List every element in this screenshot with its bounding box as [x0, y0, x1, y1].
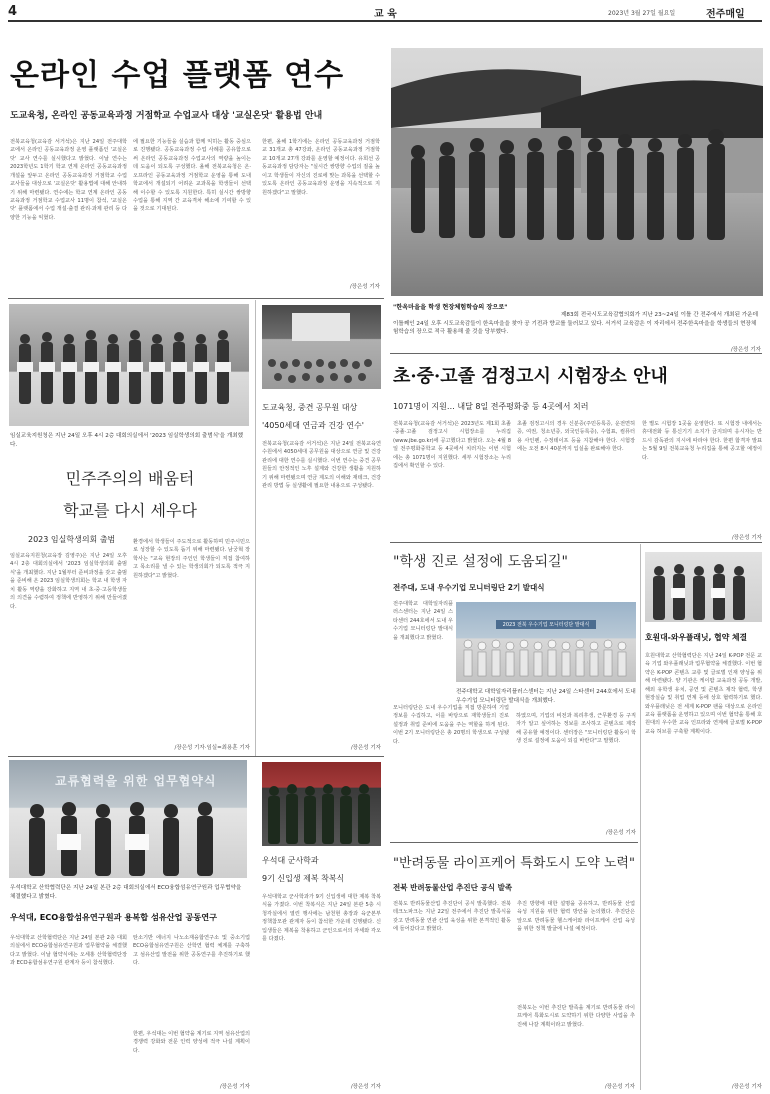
career-group-photo [456, 602, 636, 682]
hanok-village-photo [391, 48, 763, 296]
hanok-photo-byline: /장은성 기자 [730, 347, 761, 353]
pet-headline: "반려동물 라이프케어 특화도시 도약 노력" [393, 856, 635, 871]
divider-left-2 [8, 756, 384, 757]
exam-col-3: 한 별도 시험장 1곳을 운영한다. 또 시험장 내에서는 휴대전화 등 통신기기 소지가 금지되며 응시자는 반드시 감독관의 지시에 따라야 한다. 한편 합격자 발표는 5월 9일 전북교육청 누리집을 통해 공고할 예정이다. [642, 421, 762, 461]
issue-date: 2023년 3월 27일 월요일 [608, 10, 676, 17]
student-council-col-2: 환경에서 학생들이 주도적으로 활동하며 민주시민으로 성장할 수 있도록 돕기 위해 마련됐다. 남궁혁 장학사는 "교육 현장의 주인인 학생들이 직접 참여하고 목소리를 낼 수 있는 학생의회가 되도록 적극 지원하겠다"고 밝혔다. [133, 539, 250, 579]
howon-body: 호원대학교 산학협력단은 지난 24일 K-POP 전문 교육 기업 와우플래닛과 업무협약을 체결했다. 이번 협약은 K-POP 콘텐츠 교류 및 글로벌 인재 양성을 위해 마련됐다. 양 기관은 케이팝 교육과정 공동 개발, 해외 유학생 유치, 공연 및 콘텐츠 제작 협력, 학생 현장실습 및 취업 연계 등에 상호 협력하기로 했다. 와우플래닛은 전 세계 K-POP 팬을 대상으로 온라인 교육 플랫폼을 운영하고 있으며 이번 협약을 통해 호원대의 우수한 교육 인프라와 연계해 글로벌 K-POP 교육 허브를 구축할 계획이다. [645, 653, 762, 735]
woosuk-byline: /장은성 기자 [219, 1084, 250, 1090]
pet-col-2: 추진 방향에 대한 설명을 공유하고, 반려동물 산업 육성 지원을 위한 협력 방안을 논의했다. 추진단은 앞으로 반려동물 헬스케어와 라이프케어 산업 육성을 위한 정책 발굴에 나설 예정이다. [517, 901, 635, 933]
pet-col-1: 전북도 반려동물산업 추진단이 공식 발족했다. 전북테크노파크는 지난 22일 전주에서 추진단 발족식을 갖고 반려동물 연관 산업 육성을 위한 본격적인 활동에 들어갔다고 밝혔다. [393, 901, 511, 933]
divider-row-1 [8, 298, 384, 299]
student-council-headline-2: 학교를 다시 세우다 [63, 501, 197, 520]
page-number: 4 [8, 4, 18, 19]
career-col-1: 전주대학교 대학일자리플러스센터는 지난 24일 스타센터 244호에서 도내 우수기업 모니터링단 발대식을 개최했다고 밝혔다. [393, 601, 453, 641]
student-council-byline: /장은성 기자·임실=최용훈 기자 [174, 745, 250, 751]
howon-headline: 호원대-와우플래닛, 협약 체결 [645, 633, 748, 642]
civil-service-subhead: '4050세대 연금과 건강 연수' [262, 421, 364, 430]
masthead-rule [8, 20, 762, 22]
column-rule-left [255, 300, 256, 756]
student-council-subhead: 2023 임실학생의회 출범 [28, 535, 116, 544]
pet-col-3: 전북도는 이번 추진단 발족을 계기로 반려동물 라이프케어 특화도시로 도약하기 위한 다양한 사업을 추진해 나갈 계획이라고 밝혔다. [517, 1005, 635, 1028]
hanok-photo-caption: 제83회 전국시도교육감협의회가 지난 23~24일 이틀 간 전주에서 개최된 가운데 이틀째인 24일 오후 시도교육감들이 한옥마을을 찾아 공 기전과 향교를 둘러보고 있다. 서거석 교육감은 이 자리에서 전주한옥마을을 학생들의 현장체험학습의 장으로 적극 활용해 줄 것을 당부했다. [393, 312, 758, 336]
woosuk-photo-banner: 교류협력을 위한 업무협약식 [55, 774, 217, 788]
army-byline: /장은성 기자 [350, 1084, 381, 1090]
lead-col-1: 전북교육청(교육감 서거석)은 지난 24일 전주대학교에서 온라인 공동교육과정 운영 플랫폼인 '교실온닷' 교사 연수를 실시했다고 밝혔다. 이날 연수는 2023학년도 1학기 학교 연계 온라인 공동교육과정 개설을 앞두고 온라인 공동교육과정 거점학교 수업교사들을 대상으로 '교실온닷' 활용법에 대해 안내하기 위해 마련됐다. 연수에는 학교 연계 온라인 공동교육과정 거점학교 수업교사 11명이 참석, '교실온닷' 플랫폼에서 수업 개설·출결 관리·과제 관리 등 다양한 기능을 익혔다. [10, 139, 127, 221]
career-photo-banner: 2023 전북 우수기업 모니터링단 발대식 [496, 620, 596, 629]
pet-byline: /장은성 기자 [604, 1084, 635, 1090]
student-council-headline-1: 민주주의의 배움터 [65, 469, 195, 488]
masthead [8, 4, 762, 20]
lead-headline: 온라인 수업 플랫폼 연수 [10, 58, 345, 93]
divider-right-1 [390, 353, 762, 354]
howon-byline: /장은성 기자 [731, 1084, 762, 1090]
exam-headline: 초·중·고졸 검정고시 시험장소 안내 [393, 366, 668, 387]
army-subhead: 9기 신입생 제복 착복식 [262, 874, 345, 883]
woosuk-photo-caption: 우석대학교 산학협력단은 지난 24일 본관 2층 대회의실에서 ECO융합섬유연구원과 업무협약을 체결했다고 밝혔다. [10, 885, 242, 900]
paper-name: 전주매일 [706, 9, 745, 20]
woosuk-col-1: 우석대학교 산학협력단은 지난 24일 본관 2층 대회의실에서 ECO융합섬유연구원과 업무협약을 체결했다고 밝혔다. 이날 협약식에는 오세홍 산학협력단장과 ECO융합섬유연구원 관계자 등이 참석했다. [10, 935, 127, 967]
career-col-right: 하였으며, 기업의 비전과 복리후생, 근무환경 등 구직자가 알고 싶어하는 정보를 조사하고 콘텐츠로 제작해 공유할 예정이다. 센터장은 "모니터링단 활동이 학생 진로 설정에 도움이 되길 바란다"고 말했다. [516, 713, 636, 745]
career-byline: /장은성 기자 [605, 830, 636, 836]
career-subhead: 전주대, 도내 우수기업 모니터링단 2기 발대식 [393, 583, 545, 592]
lead-byline: /장은성 기자 [349, 284, 380, 290]
lead-subhead: 도교육청, 온라인 공동교육과정 거점학교 수업교사 대상 '교실온닷' 활용법 안내 [10, 111, 323, 121]
woosuk-col-3: 한편, 우석대는 이번 협약을 계기로 지역 섬유산업의 경쟁력 강화와 전문 인력 양성에 적극 나설 계획이다. [133, 1031, 250, 1054]
civil-service-headline: 도교육청, 중견 공무원 대상 [262, 403, 358, 412]
woosuk-agreement-photo [9, 760, 247, 878]
civil-service-body: 전북교육청(교육감 서거석)은 지난 24일 전북교육연수원에서 4050세대 공무원을 대상으로 연금 및 건강관리에 대한 연수를 실시했다. 이번 연수는 중견 공무원들의 안정적인 노후 설계와 건강한 생활을 지원하기 위해 마련됐으며 연금 제도의 이해와 재테크, 건강관리 방법 등 실생활에 필요한 내용으로 구성됐다. [262, 441, 381, 490]
divider-right-2 [390, 542, 762, 543]
army-headline: 우석대 군사학과 [262, 856, 319, 865]
civil-service-photo [262, 305, 381, 389]
exam-subhead: 1071명이 지원… 내달 8일 전주평화중 등 4곳에서 치러 [393, 402, 589, 411]
exam-col-1: 전북교육청(교육감 서거석)은 2023년도 제1회 초졸·중졸·고졸 검정고시 시험장소를 누리집(www.jbe.go.kr)에 공고했다고 밝혔다. 오는 4월 8일 전주평화중학교 등 4곳에서 치러지는 이번 시험에는 총 1071명이 지원했다. 세부 시험장소는 누리집에서 확인할 수 있다. [393, 421, 511, 470]
woosuk-headline: 우석대, ECO융합섬유연구원과 용복합 섬유산업 공동연구 [10, 912, 218, 922]
lead-col-3: 한편, 올해 1학기에는 온라인 공동교육과정 거점학교 31개교 총 47강좌, 온라인 공동교육과정 거점학교 10개교 27개 강좌를 운영할 예정이다. 유희선 공동교육과정 담당자는 "실시간 쌍방향 수업의 질을 높이고 학생들이 자신의 진로에 맞는 과목을 선택할 수 있도록 온라인 공동교육과정 운영을 지속적으로 지원하겠다"고 말했다. [262, 139, 380, 196]
army-ceremony-photo [262, 762, 381, 846]
divider-right-3 [390, 842, 638, 843]
student-council-col-1: 임실교육지원청(교육장 김영주)은 지난 24일 오후 4시 2층 대회의실에서 '2023 임실학생의회 출범식'을 개최했다. 지난 1월부터 준비과정을 갖고 출범을 준비해 온 2023 임실학생의회는 학교 내 학생 자치 활동 역량을 강화하고 지역 내 초·중·고등학생들의 의견을 수렴하여 정책에 반영하기 위해 만들어졌다. [10, 553, 127, 610]
lead-col-2: 에 필요한 기능들을 실습과 함께 익히는 활동 중심으로 진행됐다. 공동교육과정 수업 사례를 공유함으로써 온라인 공동교육과정 수업교사의 역량을 높이는 데 도움이 되도록 구성했다. 올해 전북교육청은 온·오프라인 공동교육과정 거점학교 운영을 통해 도내 학교에서 개설되기 어려운 교과목을 학생들이 선택해 이수할 수 있도록 지원한다. 특히 실시간 쌍방향 수업을 통해 지역 간 교육격차 해소에 기여할 수 있을 것으로 기대된다. [133, 139, 251, 213]
pet-subhead: 전북 반려동물산업 추진단 공식 발족 [393, 883, 513, 892]
exam-col-2: 초졸 검정고시의 경우 신분증(주민등록증, 운전면허증, 여권, 청소년증, 외국인등록증), 수험표, 컴퓨터용 사인펜, 수정테이프 등을 지참해야 한다. 시험장에는 오전 8시 40분까지 입실을 완료해야 한다. [517, 421, 635, 453]
woosuk-col-2: 탄소기반 에너지 나노소재융합연구소 및 중소기업 ECO융합섬유연구원은 산학연 협력 체계를 구축하고 섬유산업 발전을 위한 공동연구를 추진하기로 했다. [133, 935, 250, 967]
career-col-left: 모니터링단은 도내 우수기업을 직접 방문하여 기업 정보를 수집하고, 이를 바탕으로 재학생들의 진로 설정과 취업 준비에 도움을 주는 역할을 하게 된다. 이번 2기 모니터링단은 총 20명의 학생으로 구성됐다. [393, 705, 509, 745]
student-council-photo [9, 304, 249, 426]
career-photo-caption: 전주대학교 대학일자리플러스센터는 지난 24일 스타센터 244호에서 도내 우수기업 모니터링단 발대식을 개최했다. [456, 689, 636, 704]
column-rule-right [640, 544, 641, 1090]
army-body: 우석대학교 군사학과가 9기 신입생에 대한 제복 착복식을 가졌다. 이번 착복식은 지난 24일 본관 5층 시청각실에서 열린 행사에는 남천현 총장과 육군본부 정책참모관 관계자 등이 참석한 가운데 진행됐다. 신입생들은 제복을 착용하고 군인으로서의 자세와 각오를 다졌다. [262, 894, 381, 943]
student-council-caption: 임실교육지원청은 지난 24일 오후 4시 2층 대회의실에서 '2023 임실학생의회 출범식'을 개최했다. [10, 433, 244, 448]
hanok-photo-caption-title: "한옥마을을 학생 현장체험학습의 장으로" [393, 304, 508, 311]
howon-agreement-photo [645, 552, 762, 622]
exam-byline: /장은성 기자 [731, 535, 762, 541]
civil-service-byline: /장은성 기자 [350, 745, 381, 751]
section-title: 교 육 [374, 9, 397, 20]
career-headline: "학생 진로 설정에 도움되길" [393, 554, 568, 570]
